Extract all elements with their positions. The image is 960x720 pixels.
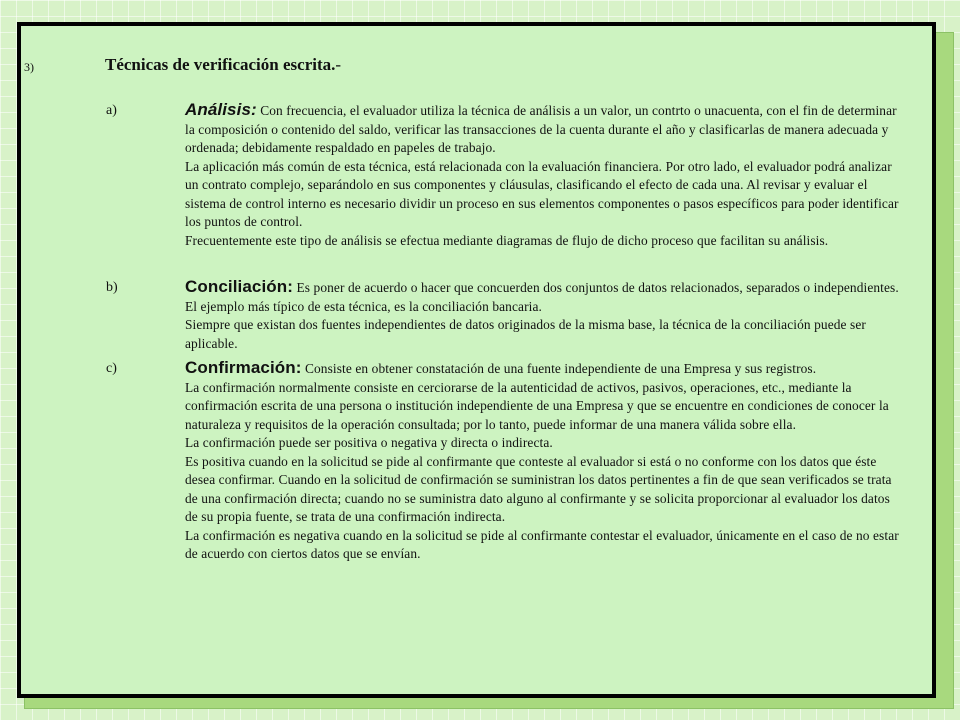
item-conciliacion <box>185 278 905 353</box>
item-analisis <box>185 101 905 250</box>
confirmacion-paragraph: La confirmación normalmente consiste en cerciorarse de la autenticidad de activos, pasivos, operaciones, etc., mediante la confirmación escrita de una persona o institución independiente de una Empresa y que se encuentre en condiciones de conocer la naturaleza y requisitos de la operación consultada; por lo tanto, puede informar de una manera válida sobre ella. <box>185 379 889 432</box>
confirmacion-lead-text: Consiste en obtener constatación de una fuente independiente de una Empresa y sus registros. <box>304 361 817 376</box>
section-title <box>105 55 341 75</box>
confirmacion-paragraph: Es positiva cuando en la solicitud se pide al confirmante que conteste al evaluador si está o no conforme con los datos que éste desea confirmar. Cuando en la solicitud de confirmación se suministran los datos pertinentes a fin de que sean verificados se trata de una confirmación directa; cuando no se suministra dato alguno al confirmante y se solicita proporcionar al evaluador los datos de su propia fuente, se trata de una confirmación indirecta. <box>185 453 892 524</box>
analisis-paragraph: La aplicación más común de esta técnica, está relacionada con la evaluación financiera. Por otro lado, el evaluador podrá analizar un contrato complejo, separándolo en sus componentes y cláusulas, clasificando el efecto de cada una. Al revisar y evaluar el sistema de control interno es necesario dividir un proceso en sus elementos componentes o pasos específicos para poder identificar los puntos de control. <box>185 158 899 229</box>
section-title-text: Técnicas de verificación escrita. <box>105 55 336 74</box>
term-analisis: Análisis: <box>185 100 257 119</box>
section-title-suffix: - <box>335 55 342 74</box>
term-confirmacion: Confirmación: <box>185 358 302 377</box>
item-marker-a: a) <box>106 103 117 118</box>
item-analisis-lead <box>185 101 905 158</box>
item-marker-b: b) <box>106 280 118 295</box>
conciliacion-lead-text: Es poner de acuerdo o hacer que concuerden dos conjuntos de datos relacionados, separados o independientes. El ejemplo más típico de esta técnica, es la conciliación bancaria. <box>185 280 899 314</box>
analisis-paragraph: Frecuentemente este tipo de análisis se efectua mediante diagramas de flujo de dicho proceso que facilitan su análisis. <box>185 232 829 248</box>
term-conciliacion: Conciliación: <box>185 277 294 296</box>
analisis-lead-text: Con frecuencia, el evaluador utiliza la técnica de análisis a un valor, un contrto o unacuenta, con el fin de determinar la composición o contenido del saldo, verificar las transacciones de la cuenta durante el año y clasificarlas de manera adecuada y ordenada; debidamente respaldado en papeles de trabajo. <box>185 103 897 155</box>
section-number: 3) <box>24 60 34 74</box>
item-confirmacion-lead <box>185 359 905 379</box>
confirmacion-paragraph: La confirmación es negativa cuando en la solicitud se pide al confirmante contestar el evaluador, únicamente en el caso de no estar de acuerdo con ciertos datos que se envían. <box>185 527 899 561</box>
item-confirmacion <box>185 359 905 564</box>
item-marker-c: c) <box>106 361 117 376</box>
conciliacion-paragraph: Siempre que existan dos fuentes independientes de datos originados de la misma base, la técnica de la conciliación puede ser aplicable. <box>185 317 866 351</box>
confirmacion-paragraph: La confirmación puede ser positiva o negativa y directa o indirecta. <box>185 435 553 450</box>
item-conciliacion-lead <box>185 278 905 316</box>
